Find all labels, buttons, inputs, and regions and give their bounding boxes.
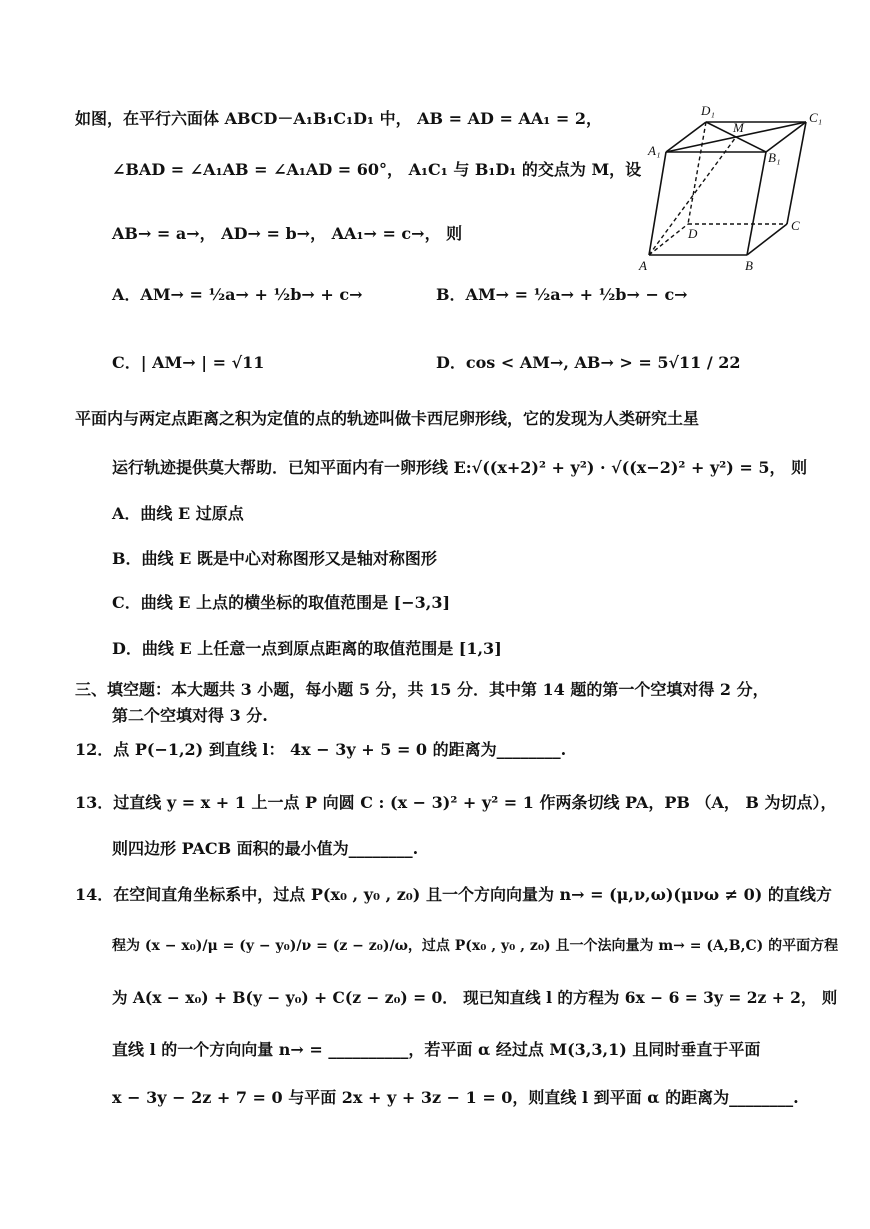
edge-c1-c: [787, 122, 806, 224]
q11-line2: 运行轨迹提供莫大帮助．已知平面内有一卵形线 E:√((x+2)² + y²) · √((x−2)² + y²) = 5， 则: [112, 458, 808, 477]
q11-option-b: B．曲线 E 既是中心对称图形又是轴对称图形: [112, 549, 437, 568]
section3-line1: 三、填空题：本大题共 3 小题，每小题 5 分，共 15 分．其中第 14 题的第一个空填对得 2 分，: [75, 680, 769, 699]
parallelepiped-figure: [635, 100, 835, 280]
q11-option-c: C．曲线 E 上点的横坐标的取值范围是 [−3,3]: [112, 593, 451, 612]
label-a: A: [639, 258, 647, 273]
q10-line2: ∠BAD = ∠A₁AB = ∠A₁AD = 60°， A₁C₁ 与 B₁D₁ 的交点为 M，设: [112, 160, 642, 179]
q13-line2: 则四边形 PACB 面积的最小值为________.: [112, 839, 419, 858]
q11-line1: 平面内与两定点距离之积为定值的点的轨迹叫做卡西尼卵形线，它的发现为人类研究土星: [75, 409, 700, 428]
q10-option-b: B．AM→ = ½a→ + ½b→ − c→: [436, 285, 688, 304]
section3-line2: 第二个空填对得 3 分.: [112, 706, 268, 725]
edge-b1-b: [747, 152, 766, 255]
q10-line3: AB→ = a→， AD→ = b→， AA₁→ = c→， 则: [112, 224, 463, 243]
label-d1: D₁: [701, 103, 715, 118]
q10-option-c: C．| AM→ | = √11: [112, 353, 265, 372]
q14-line3: 为 A(x − x₀) + B(y − y₀) + C(z − z₀) = 0． 现已知直线 l 的方程为 6x − 6 = 3y = 2z + 2， 则: [112, 988, 838, 1007]
edge-a1-a: [649, 152, 666, 255]
edge-b-c: [747, 224, 787, 255]
q10-line1: 如图，在平行六面体 ABCD－A₁B₁C₁D₁ 中， AB = AD = AA₁ = 2，: [75, 109, 602, 128]
q14-line1: 14．在空间直角坐标系中，过点 P(x₀ , y₀ , z₀) 且一个方向向量为 n→ = (μ,ν,ω)(μνω ≠ 0) 的直线方: [75, 885, 832, 904]
q14-line2: 程为 (x − x₀)/μ = (y − y₀)/ν = (z − z₀)/ω，过点 P(x₀ , y₀ , z₀) 且一个法向量为 m→ = (A,B,C) 的平面方程: [112, 938, 839, 954]
label-c: C: [791, 218, 800, 233]
label-d: D: [688, 226, 698, 241]
q10-option-d: D．cos < AM→, AB→ > = 5√11 / 22: [436, 353, 741, 372]
q14-line4: 直线 l 的一个方向向量 n→ = __________，若平面 α 经过点 M(3,3,1) 且同时垂直于平面: [112, 1040, 761, 1059]
q10-option-a: A．AM→ = ½a→ + ½b→ + c→: [112, 285, 363, 304]
q14-line5: x − 3y − 2z + 7 = 0 与平面 2x + y + 3z − 1 = 0，则直线 l 到平面 α 的距离为________.: [112, 1088, 799, 1107]
label-c1: C₁: [809, 110, 823, 125]
q13-line1: 13．过直线 y = x + 1 上一点 P 向圆 C : (x − 3)² + y² = 1 作两条切线 PA，PB （A， B 为切点），: [75, 793, 837, 812]
q12-text: 12．点 P(−1,2) 到直线 l： 4x − 3y + 5 = 0 的距离为________.: [75, 740, 567, 759]
q11-option-a: A．曲线 E 过原点: [112, 504, 244, 523]
label-b: B: [745, 258, 753, 273]
label-b1: B₁: [768, 150, 781, 165]
hidden-edge-d1-d: [688, 122, 706, 224]
label-a1: A₁: [648, 143, 661, 158]
hidden-edge-a-d: [649, 224, 688, 255]
label-m: M: [733, 120, 744, 135]
q11-option-d: D．曲线 E 上任意一点到原点距离的取值范围是 [1,3]: [112, 639, 502, 658]
